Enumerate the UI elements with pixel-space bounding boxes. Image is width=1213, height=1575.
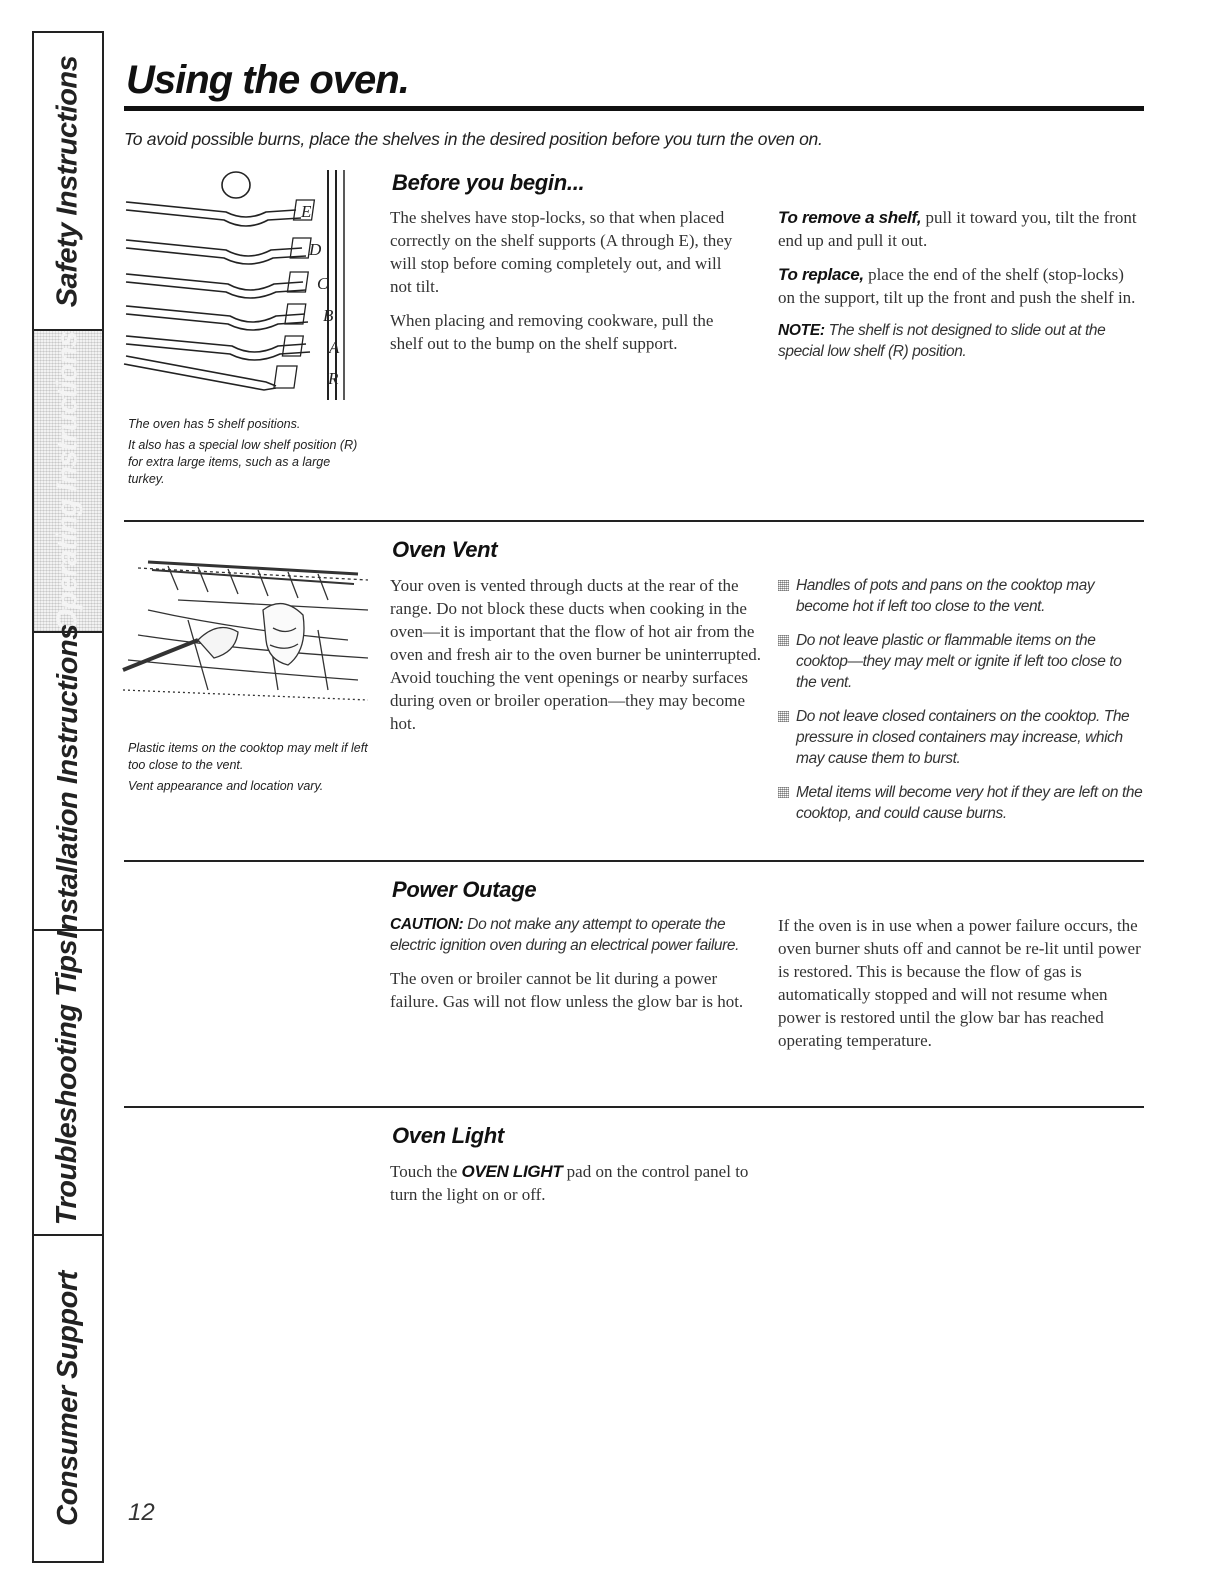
page-number: 12 [128,1499,155,1526]
shelf-note [778,320,1138,362]
section-tab-bar [32,31,104,1563]
bullet-text: Do not leave plastic or flammable items on the cooktop—they may melt or ignite if left too close to the vent. [796,632,1122,691]
tab-operating-instructions[interactable] [34,331,102,633]
oven-light-paragraph [390,1160,762,1206]
remove-shelf-text: pull it toward you, tilt the front end up and pull it out. [778,208,1137,250]
cookware-paragraph: When placing and removing cookware, pull the shelf out to the bump on the shelf support. [390,311,714,353]
power-outage-heading: Power Outage [392,877,537,902]
shelf-instructions [778,206,1138,373]
before-you-begin-text [390,206,745,366]
caption-line: The oven has 5 shelf positions. [128,417,301,431]
shelf-label-r: R [328,369,339,388]
tab-consumer-support[interactable] [34,1236,102,1561]
bullet-text: Handles of pots and pans on the cooktop may become hot if left too close to the vent. [796,577,1095,615]
caption-line: Vent appearance and location vary. [128,779,324,793]
power-outage-right [778,914,1146,1063]
oven-vent-text [390,574,762,746]
oven-vent-paragraph: Your oven is vented through ducts at the rear of the range. Do not block these ducts when cooking in the oven—it is important that the flow of hot air from the oven and fresh air to the oven burner be uninterrupted. Avoid touching the vent openings or nearby surfaces during oven or broiler operation—they may become hot. [390,576,762,733]
shelf-label-b: B [323,306,334,325]
remove-shelf-lead: To remove a shelf, [778,208,922,227]
tab-label: Consumer Support [51,1271,84,1526]
tab-label: Operating Instructions [51,331,84,631]
tab-label: Troubleshooting Tips [51,939,84,1226]
shelf-positions-illustration [116,160,356,405]
replace-shelf-paragraph [778,263,1138,309]
caution-paragraph [390,914,762,956]
bullet-icon [778,635,789,646]
title-rule [124,106,1144,111]
oven-light-text-after: pad on the control panel to turn the light on or off. [390,1162,749,1204]
oven-light-pad-name: OVEN LIGHT [461,1162,563,1181]
tab-troubleshooting-tips[interactable] [34,931,102,1236]
remove-shelf-paragraph [778,206,1138,252]
caution-text: Do not make any attempt to operate the electric ignition oven during an electrical power failure. [390,916,739,954]
shelf-label-d: D [309,240,322,259]
note-lead: NOTE: [778,322,825,339]
replace-shelf-lead: To replace, [778,265,864,284]
caption-line: Plastic items on the cooktop may melt if left too close to the vent. [128,741,368,772]
list-item [778,575,1143,617]
oven-vent-illustration [118,540,374,735]
before-you-begin-heading: Before you begin... [392,170,585,195]
vent-warnings-list [778,575,1143,837]
list-item [778,706,1143,769]
section-divider [124,520,1144,522]
page-title: Using the oven. [126,58,409,102]
replace-shelf-text: place the end of the shelf (stop-locks) on the support, tilt up the front and push the shelf in. [778,265,1136,307]
power-outage-paragraph: The oven or broiler cannot be lit during a power failure. Gas will not flow unless the glow bar is hot. [390,969,744,1011]
bullet-text: Do not leave closed containers on the cooktop. The pressure in closed containers may increase, which may cause them to burst. [796,708,1130,767]
tab-safety-instructions[interactable] [34,33,102,331]
oven-light-text [390,1160,762,1217]
bullet-text: Metal items will become very hot if they are left on the cooktop, and could cause burns. [796,784,1143,822]
shelf-label-c: C [317,274,329,293]
power-outage-explanation: If the oven is in use when a power failure occurs, the oven burner shuts off and cannot be re-lit until power is restored. This is because the flow of gas is automatically stopped and will not resume when power is restored until the glow bar has reached operating temperature. [778,916,1141,1050]
stop-locks-paragraph: The shelves have stop-locks, so that when placed correctly on the shelf supports (A through E), they will stop before coming completely out, and will not tilt. [390,208,733,296]
note-text: The shelf is not designed to slide out at the special low shelf (R) position. [778,322,1106,360]
oven-light-text-before: Touch the [390,1162,462,1181]
caption-line: It also has a special low shelf position (R) for extra large items, such as a large turkey. [128,438,358,486]
section-divider [124,1106,1144,1108]
oven-vent-heading: Oven Vent [392,537,498,562]
list-item [778,782,1143,824]
power-outage-left [390,914,762,1024]
tab-label: Installation Instructions [51,623,84,939]
vent-caption [128,740,368,799]
tab-label: Safety Instructions [51,55,84,307]
section-divider [124,860,1144,862]
shelf-label-a: A [329,338,340,357]
list-item [778,630,1143,693]
bullet-icon [778,580,789,591]
tab-installation-instructions[interactable] [34,623,102,939]
bullet-icon [778,787,789,798]
bullet-icon [778,711,789,722]
shelf-label-e: E [301,202,312,221]
intro-text: To avoid possible burns, place the shelves in the desired position before you turn the oven on. [124,129,823,149]
shelf-caption [128,416,363,492]
oven-light-heading: Oven Light [392,1123,504,1148]
caution-lead: CAUTION: [390,916,464,933]
